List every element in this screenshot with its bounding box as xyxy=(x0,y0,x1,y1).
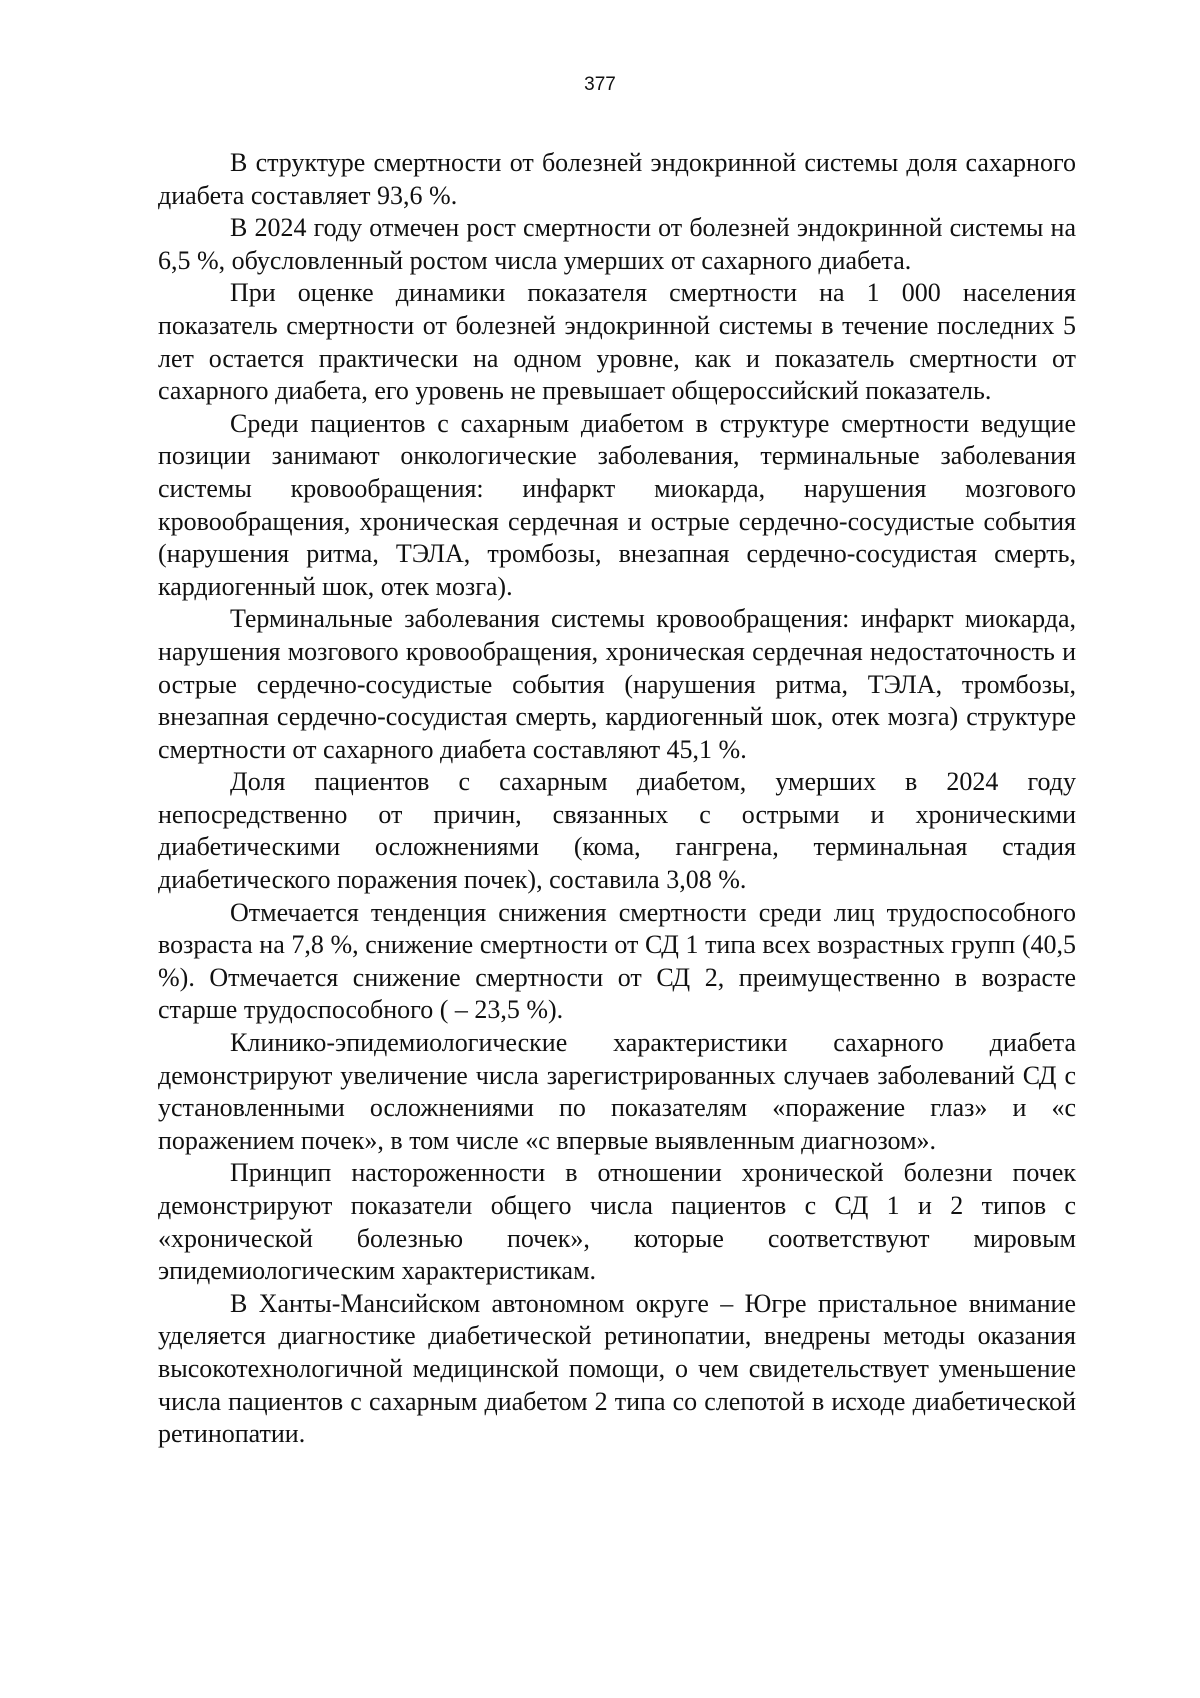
document-body xyxy=(158,147,1076,1451)
paragraph: Клинико-эпидемиологические характеристики сахарного диабета демонстрируют увеличение числа зарегистрированных случаев заболеваний СД с установленными осложнениями по показателям «поражение глаз» и «с поражением почек», в том числе «с впервые выявленным диагнозом». xyxy=(158,1028,1076,1155)
paragraph: Принцип настороженности в отношении хронической болезни почек демонстрируют показатели общего числа пациентов с СД 1 и 2 типов с «хронической болезнью почек», которые соответствуют мировым эпидемиологическим характеристикам. xyxy=(158,1158,1076,1286)
paragraph: При оценке динамики показателя смертности на 1 000 населения показатель смертности от болезней эндокринной системы в течение последних 5 лет остается практически на одном уровне, как и показатель смертности от сахарного диабета, его уровень не превышает общероссийский показатель. xyxy=(158,278,1076,406)
paragraph: Доля пациентов с сахарным диабетом, умерших в 2024 году непосредственно от причин, связанных с острыми и хроническими диабетическими осложнениями (кома, гангрена, терминальная стадия диабетического поражения почек), составила 3,08 %. xyxy=(158,767,1076,895)
page-number: 377 xyxy=(584,74,616,95)
paragraph: Терминальные заболевания системы кровообращения: инфаркт миокарда, нарушения мозгового кровообращения, хроническая сердечная недостаточность и острые сердечно-сосудистые события (нарушения ритма, ТЭЛА, тромбозы, внезапная сердечно-сосудистая смерть, кардиогенный шок, отек мозга) структуре смертности от сахарного диабета составляют 45,1 %. xyxy=(158,604,1076,764)
paragraph: В Ханты-Мансийском автономном округе – Югре пристальное внимание уделяется диагностике диабетической ретинопатии, внедрены методы оказания высокотехнологичной медицинской помощи, о чем свидетельствует уменьшение числа пациентов с сахарным диабетом 2 типа со слепотой в исходе диабетической ретинопатии. xyxy=(158,1288,1076,1449)
paragraph: В структуре смертности от болезней эндокринной системы доля сахарного диабета составляет 93,6 %. xyxy=(158,148,1076,210)
paragraph: Среди пациентов с сахарным диабетом в структуре смертности ведущие позиции занимают онкологические заболевания, терминальные заболевания системы кровообращения: инфаркт миокарда, нарушения мозгового кровообращения, хроническая сердечная и острые сердечно-сосудистые события (нарушения ритма, ТЭЛА, тромбозы, внезапная сердечно-сосудистая смерть, кардиогенный шок, отек мозга). xyxy=(158,408,1076,601)
paragraph: В 2024 году отмечен рост смертности от болезней эндокринной системы на 6,5 %, обусловленный ростом числа умерших от сахарного диабета. xyxy=(158,213,1076,275)
paragraph: Отмечается тенденция снижения смертности среди лиц трудоспособного возраста на 7,8 %, снижение смертности от СД 1 типа всех возрастных групп (40,5 %). Отмечается снижение смертности от СД 2, преимущественно в возрасте старше трудоспособного ( – 23,5 %). xyxy=(158,897,1076,1025)
